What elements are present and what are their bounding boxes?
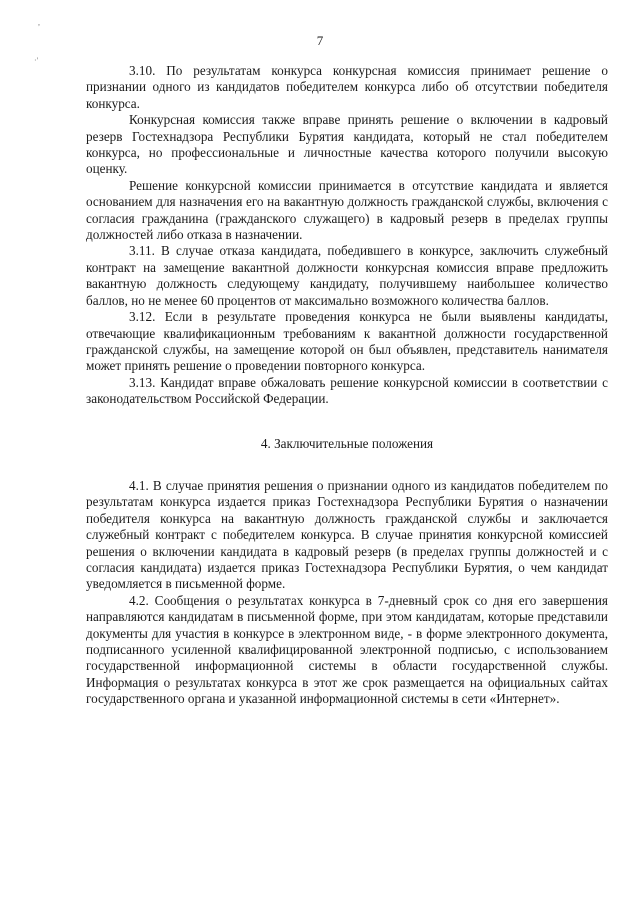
scan-artifact-mark: , [38, 18, 40, 27]
paragraph-3-12: 3.12. Если в результате проведения конкурса не были выявлены кандидаты, отвечающие квалификационным требованиям к вакантной должности государственной гражданской службы, на замещение которой он был объявлен, представитель нанимателя может принять решение о проведении повторного конкурса. [86, 309, 608, 374]
scan-artifact-mark: ·' [34, 56, 39, 65]
document-body [86, 63, 608, 708]
paragraph-3-10: 3.10. По результатам конкурса конкурсная комиссия принимает решение о признании одного из кандидатов победителем конкурса либо об отсутствии победителя конкурса. [86, 63, 608, 111]
paragraph-4-1: 4.1. В случае принятия решения о признании одного из кандидатов победителем по результатам конкурса издается приказ Гостехнадзора Республики Бурятия о назначении победителя конкурса на вакантную должность гражданской службы и заключается служебный контракт с победителем конкурса. В случае принятия конкурсной комиссией решения о включении кандидата в кадровый резерв (в пределах группы должностей и с согласия кандидата) издается приказ Гостехнадзора Республики Бурятия, о чем кандидат уведомляется в письменной форме. [86, 477, 608, 592]
paragraph-3-11: 3.11. В случае отказа кандидата, победившего в конкурсе, заключить служебный контракт на замещение вакантной должности конкурсная комиссия вправе предложить вакантную должность следующему кандидату, получившему наибольшее количество баллов, но не менее 60 процентов от максимально возможного количества баллов. [86, 243, 608, 308]
paragraph-reserve: Конкурсная комиссия также вправе принять решение о включении в кадровый резерв Гостехнадзора Республики Бурятия кандидата, который не стал победителем конкурса, но профессиональные и личностные качества которого получили высокую оценку. [86, 112, 608, 177]
section-heading: 4. Заключительные положения [260, 435, 434, 451]
page-number: 7 [316, 33, 324, 48]
paragraph-4-2: 4.2. Сообщения о результатах конкурса в 7-дневный срок со дня его завершения направляются кандидатам в письменной форме, при этом кандидатам, которые представили документы для участия в конкурсе в электронном виде, - в форме электронного документа, подписанного усиленной квалифицированной электронной подписью, с использованием государственной информационной системы в области государственной службы. Информация о результатах конкурса в этот же срок размещается на официальных сайтах государственного органа и указанной информационной системы в сети «Интернет». [86, 592, 608, 707]
paragraph-decision: Решение конкурсной комиссии принимается в отсутствие кандидата и является основанием для назначения его на вакантную должность гражданской службы, включения с согласия гражданина (гражданского служащего) в кадровый резерв в пределах группы должностей либо отказа в назначении. [86, 177, 608, 243]
paragraph-3-13: 3.13. Кандидат вправе обжаловать решение конкурсной комиссии в соответствии с законодательством Российской Федерации. [86, 374, 608, 407]
